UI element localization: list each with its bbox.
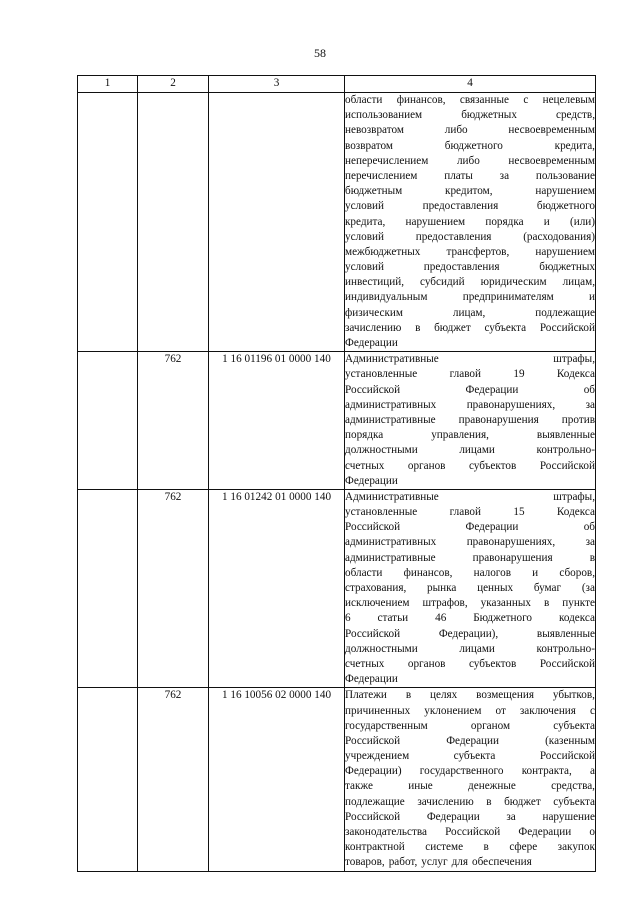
description-cell	[345, 93, 596, 352]
admin-code-cell: 762	[138, 489, 209, 687]
description-line: Федерации	[345, 337, 398, 349]
description-line: должностными лицами контрольно-	[345, 444, 595, 457]
description-line: должностными лицами контрольно-	[345, 642, 595, 655]
description-cell	[345, 489, 596, 687]
description-line: Федерации	[345, 474, 398, 487]
description-line: перечислением платы за пользование	[345, 169, 595, 182]
column-header-1: 1	[78, 76, 138, 93]
description-line: счетных органов субъектов Российской	[345, 459, 595, 472]
description-line: административных правонарушениях, за	[345, 536, 595, 549]
description-line: исключением штрафов, указанных в пункте	[345, 597, 595, 610]
description-line: условий предоставления бюджетного	[345, 200, 595, 213]
budget-table	[77, 75, 596, 872]
description-line: Российской Федерации об	[345, 383, 595, 396]
description-line: порядка управления, выявленные	[345, 429, 595, 442]
column-header-3: 3	[209, 76, 345, 93]
description-line: государственным органом субъекта	[345, 719, 595, 732]
description-line: административных правонарушениях, за	[345, 398, 595, 411]
description-line: Административные штрафы,	[345, 353, 595, 366]
description-line: области финансов, налогов и сборов,	[345, 566, 595, 579]
description-line: неперечислением либо несвоевременным	[345, 154, 595, 167]
description-line: законодательства Российской Федерации о	[345, 826, 595, 838]
description-line: установленные главой 15 Кодекса	[345, 506, 595, 519]
description-line: области финансов, связанные с нецелевым	[345, 94, 595, 106]
description-line: зачислению в бюджет субъекта Российской	[345, 321, 595, 334]
description-cell	[345, 352, 596, 490]
description-line: административные правонарушения против	[345, 413, 595, 426]
description-line: условий предоставления (расходования)	[345, 230, 595, 243]
admin-code-cell: 762	[138, 688, 209, 871]
cell-col1	[78, 93, 138, 352]
description-line: страхования, рынка ценных бумаг (за	[345, 582, 595, 594]
description-line: кредита, нарушением порядка и (или)	[345, 215, 595, 228]
description-line: Российской Федерации за нарушение	[345, 810, 595, 823]
table-header-row	[78, 76, 596, 93]
description-cell	[345, 688, 596, 871]
description-line: учреждением субъекта Российской	[345, 750, 595, 763]
description-line: причиненных уклонением от заключения с	[345, 704, 595, 717]
description-line: товаров, работ, услуг для обеспечения	[345, 856, 532, 869]
cell-col1	[78, 352, 138, 490]
table-row	[78, 352, 596, 490]
description-line: Российской Федерации), выявленные	[345, 627, 595, 640]
description-line: контрактной системе в сфере закупок	[345, 841, 595, 854]
revenue-code-cell: 1 16 01196 01 0000 140	[209, 352, 345, 490]
description-line: физическим лицам, подлежащие	[345, 306, 595, 319]
description-line: 6 статьи 46 Бюджетного кодекса	[345, 612, 595, 625]
table-row	[78, 93, 596, 352]
admin-code-cell: 762	[138, 352, 209, 490]
table-row	[78, 489, 596, 687]
description-line: индивидуальным предпринимателям и	[345, 291, 595, 304]
admin-code-cell	[138, 93, 209, 352]
description-line: Платежи в целях возмещения убытков,	[345, 689, 595, 702]
description-line: административные правонарушения в	[345, 551, 595, 564]
cell-col1	[78, 688, 138, 871]
column-header-2: 2	[138, 76, 209, 93]
revenue-code-cell: 1 16 10056 02 0000 140	[209, 688, 345, 871]
description-line: межбюджетных трансфертов, нарушением	[345, 245, 595, 258]
revenue-code-cell	[209, 93, 345, 352]
description-line: инвестиций, субсидий юридическим лицам,	[345, 276, 595, 289]
description-line: условий предоставления бюджетных	[345, 261, 595, 274]
page-number: 58	[314, 46, 326, 60]
description-line: также иные денежные средства,	[345, 780, 595, 793]
description-line: Российской Федерации (казенным	[345, 734, 595, 747]
description-line: Федерации) государственного контракта, а	[345, 765, 595, 778]
description-line: невозвратом либо несвоевременным	[345, 124, 595, 137]
revenue-code-cell: 1 16 01242 01 0000 140	[209, 489, 345, 687]
description-line: счетных органов субъектов Российской	[345, 657, 595, 670]
description-line: Административные штрафы,	[345, 490, 595, 503]
description-line: использованием бюджетных средств,	[345, 109, 595, 122]
cell-col1	[78, 489, 138, 687]
description-line: Российской Федерации об	[345, 521, 595, 534]
description-line: установленные главой 19 Кодекса	[345, 368, 595, 381]
description-line: возвратом бюджетного кредита,	[345, 139, 595, 152]
table-row	[78, 688, 596, 871]
column-header-4: 4	[345, 76, 596, 93]
description-line: Федерации	[345, 673, 398, 686]
description-line: бюджетным кредитом, нарушением	[345, 185, 595, 198]
description-line: подлежащие зачислению в бюджет субъекта	[345, 795, 595, 808]
